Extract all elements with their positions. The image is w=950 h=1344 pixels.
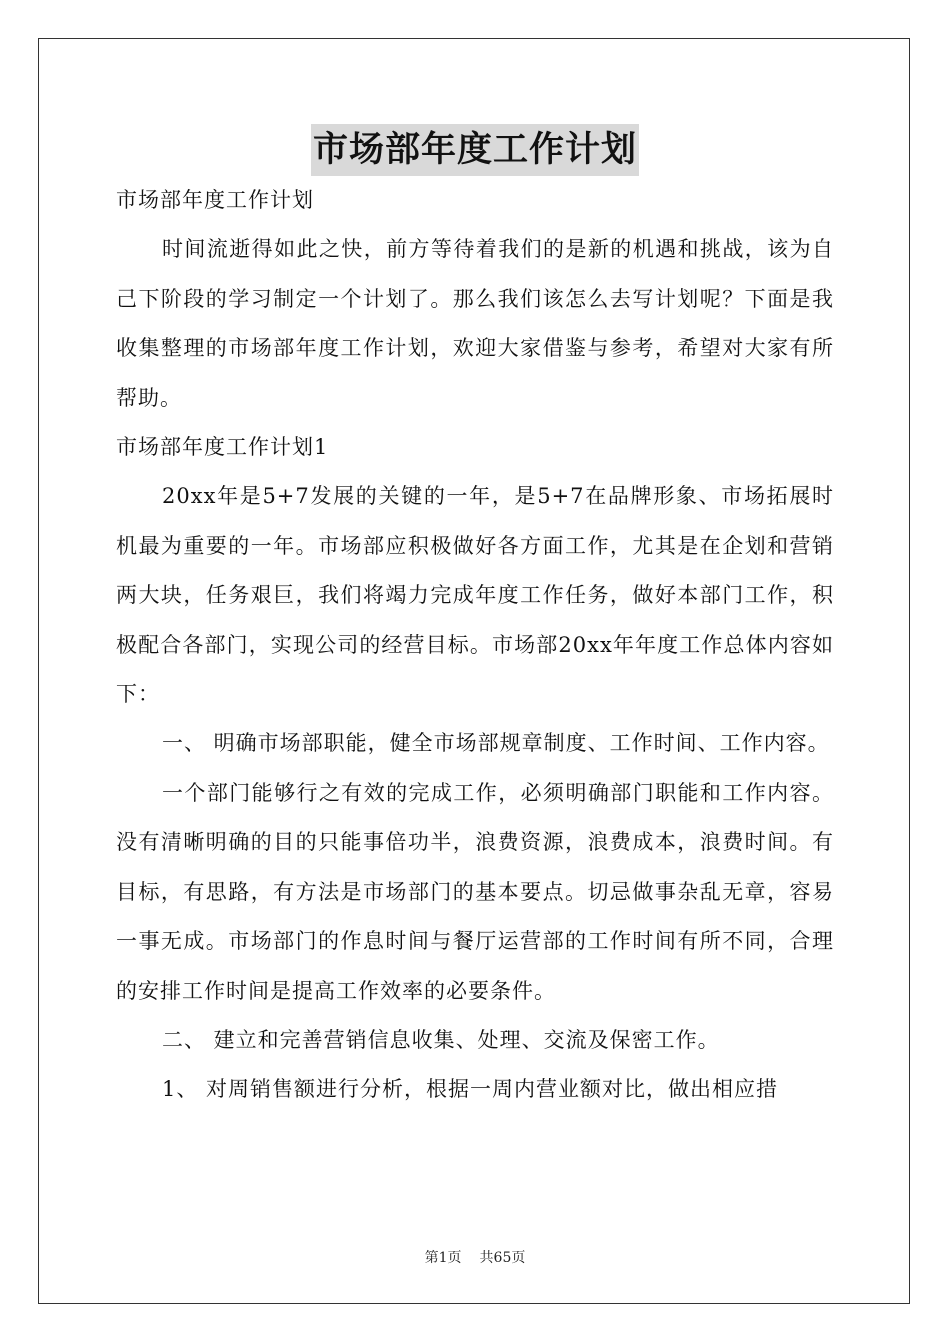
paragraph-item-two-heading: 二、 建立和完善营销信息收集、处理、交流及保密工作。 xyxy=(162,1027,720,1052)
page-number: 第1页 xyxy=(424,1250,462,1266)
paragraph-item-one-body: 一个部门能够行之有效的完成工作，必须明确部门职能和工作内容。没有清晰明确的目的只能事倍功半，浪费资源，浪费成本，浪费时间。有目标，有思路，有方法是市场部门的基本要点。切忌做事杂乱无章，容易一事无成。市场部门的作息时间与餐厅运营部的工作时间有所不同，合理的安排工作时间是提高工作效率的必要条件。 xyxy=(116,780,834,1003)
paragraph-intro: 时间流逝得如此之快，前方等待着我们的是新的机遇和挑战，该为自己下阶段的学习制定一个计划了。那么我们该怎么去写计划呢？下面是我收集整理的市场部年度工作计划，欢迎大家借鉴与参考，希望对大家有所帮助。 xyxy=(116,237,834,410)
document-body xyxy=(116,176,834,1115)
paragraph-subtitle: 市场部年度工作计划 xyxy=(116,188,314,212)
document-title xyxy=(0,124,950,176)
paragraph-section-heading: 市场部年度工作计划1 xyxy=(116,435,329,460)
document-title-text: 市场部年度工作计划 xyxy=(311,124,639,176)
page-footer xyxy=(0,1247,950,1267)
paragraph-overview: 20xx年是5+7发展的关键的一年，是5+7在品牌形象、市场拓展时机最为重要的一年。市场部应积极做好各方面工作，尤其是在企划和营销两大块，任务艰巨，我们将竭力完成年度工作任务，做好本部门工作，积极配合各部门，实现公司的经营目标。市场部20xx年年度工作总体内容如下： xyxy=(116,484,834,707)
page-total: 共65页 xyxy=(479,1250,526,1266)
paragraph-item-two-point-one: 1、 对周销售额进行分析，根据一周内营业额对比，做出相应措 xyxy=(162,1077,779,1102)
paragraph-item-one-heading: 一、 明确市场部职能，健全市场部规章制度、工作时间、工作内容。 xyxy=(162,731,830,756)
